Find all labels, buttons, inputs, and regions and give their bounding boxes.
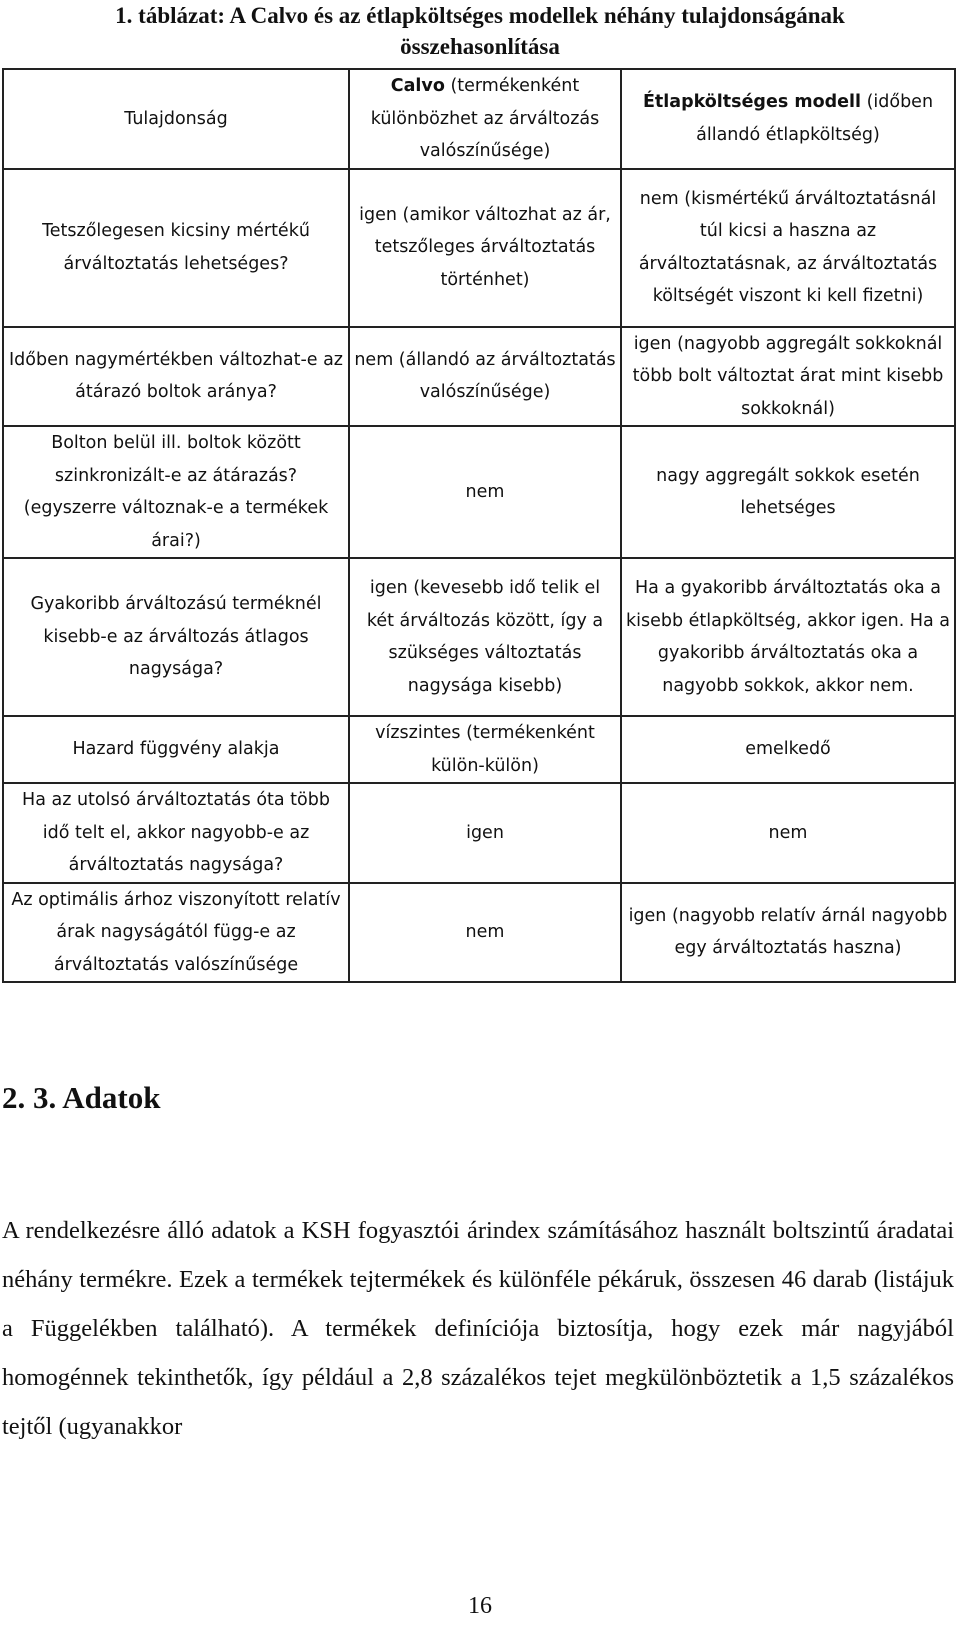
row-property: Tetszőlegesen kicsiny mértékű árváltoztatás lehetséges? bbox=[3, 169, 349, 327]
header-calvo-bold: Calvo bbox=[390, 76, 445, 96]
table-caption: 1. táblázat: A Calvo és az étlapköltséges modellek néhány tulajdonságának összehasonlítása bbox=[115, 3, 845, 59]
table-row bbox=[3, 169, 955, 327]
row-menu-cost: Ha a gyakoribb árváltoztatás oka a kisebb étlapköltség, akkor igen. Ha a gyakoribb árváltoztatás oka a nagyobb sokkok, akkor nem. bbox=[621, 558, 955, 716]
row-property: Időben nagymértékben változhat-e az átárazó boltok aránya? bbox=[3, 327, 349, 427]
row-calvo: vízszintes (termékenként külön-külön) bbox=[349, 716, 621, 783]
table-row bbox=[3, 883, 955, 983]
table-row bbox=[3, 558, 955, 716]
header-property-label: Tulajdonság bbox=[124, 108, 228, 129]
row-menu-cost: nagy aggregált sokkok esetén lehetséges bbox=[621, 426, 955, 558]
header-menu-bold: Étlapköltséges modell bbox=[642, 92, 861, 113]
body-paragraph: A rendelkezésre álló adatok a KSH fogyasztói árindex számításához használt boltszintű áradatai néhány termékre. Ezek a termékek tejtermékek és különféle pékáruk, összesen 46 darab (listájuk a Függelékben található). A termékek definíciója biztosítja, hogy ezek már nagyjából homogénnek tekinthetők, így például a 2,8 százalékos tejet megkülönböztetik a 1,5 százalékos tejtől (ugyanakkor bbox=[2, 1217, 954, 1440]
row-property: Hazard függvény alakja bbox=[3, 716, 349, 783]
row-calvo: nem bbox=[349, 883, 621, 983]
header-calvo-rest: (termékenként különbözhet az árváltozás valószínűsége) bbox=[370, 76, 600, 161]
row-property: Bolton belül ill. boltok között szinkronizált-e az átárazás? (egyszerre változnak-e a termékek árai?) bbox=[3, 426, 349, 558]
table-row bbox=[3, 426, 955, 558]
table-row bbox=[3, 327, 955, 427]
row-calvo: igen (kevesebb idő telik el két árváltozás között, így a szükséges változtatás nagysága kisebb) bbox=[349, 558, 621, 716]
header-menu-rest: (időben állandó étlapköltség) bbox=[696, 92, 934, 145]
table-row bbox=[3, 783, 955, 883]
header-calvo bbox=[349, 69, 621, 169]
header-menu-cost bbox=[621, 69, 955, 169]
row-calvo: nem (állandó az árváltoztatás valószínűsége) bbox=[349, 327, 621, 427]
header-property bbox=[3, 69, 349, 169]
row-calvo: nem bbox=[349, 426, 621, 558]
row-calvo: igen (amikor változhat az ár, tetszőleges árváltoztatás történhet) bbox=[349, 169, 621, 327]
row-menu-cost: nem bbox=[621, 783, 955, 883]
comparison-table bbox=[2, 68, 956, 983]
row-menu-cost: igen (nagyobb relatív árnál nagyobb egy árváltoztatás haszna) bbox=[621, 883, 955, 983]
row-property: Gyakoribb árváltozású terméknél kisebb-e az árváltozás átlagos nagysága? bbox=[3, 558, 349, 716]
page-number: 16 bbox=[468, 1593, 492, 1619]
section-heading: 2. 3. Adatok bbox=[2, 1080, 161, 1115]
row-calvo: igen bbox=[349, 783, 621, 883]
row-property: Ha az utolsó árváltoztatás óta több idő telt el, akkor nagyobb-e az árváltoztatás nagysága? bbox=[3, 783, 349, 883]
table-row bbox=[3, 716, 955, 783]
table-header-row bbox=[3, 69, 955, 169]
row-menu-cost: nem (kismértékű árváltoztatásnál túl kicsi a haszna az árváltoztatásnak, az árváltoztatás költségét viszont ki kell fizetni) bbox=[621, 169, 955, 327]
row-property: Az optimális árhoz viszonyított relatív árak nagyságától függ-e az árváltoztatás valószínűsége bbox=[3, 883, 349, 983]
row-menu-cost: igen (nagyobb aggregált sokkoknál több bolt változtat árat mint kisebb sokkoknál) bbox=[621, 327, 955, 427]
row-menu-cost: emelkedő bbox=[621, 716, 955, 783]
